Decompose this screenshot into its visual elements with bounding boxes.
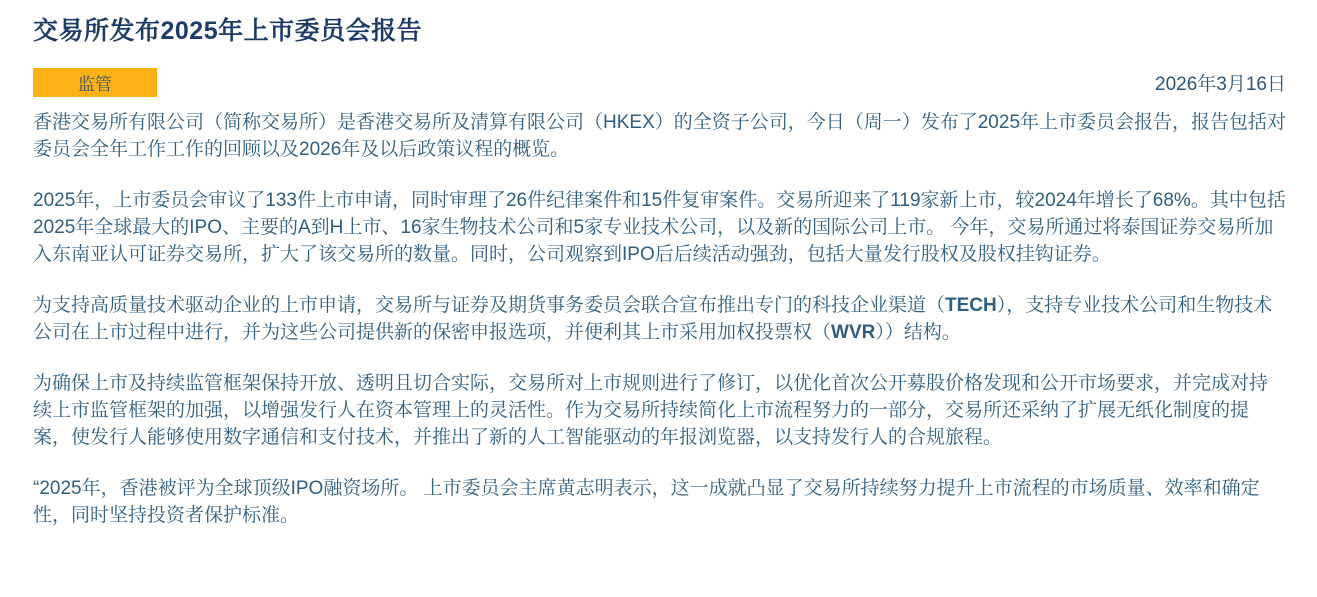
tech-acronym: TECH	[945, 295, 997, 316]
paragraph-tech-channel-text-2: ），支持专业技术公司和生物技术公司在上市过程中进行，并为这些公司提供新的保密申报选项，并便利其上市采用加权投票权（	[33, 295, 1273, 343]
paragraph-chairman-quote: “2025年，香港被评为全球顶级IPO融资场所。 上市委员会主席黄志明表示，这一成就凸显了交易所持续努力提升上市流程的市场质量、效率和确定性，同时坚持投资者保护标准。	[33, 478, 1260, 526]
page-title: 交易所发布2025年上市委员会报告	[33, 17, 423, 45]
paragraph-intro: 香港交易所有限公司（简称交易所）是香港交易所及清算有限公司（HKEX）的全资子公司，今日（周一）发布了2025年上市委员会报告，报告包括对委员会全年工作工作的回顾以及2026年及以后政策议程的概览。	[33, 112, 1287, 160]
article-date: 2026年3月16日	[1155, 74, 1286, 95]
paragraph-tech-channel-text-3: ））结构。	[875, 322, 961, 343]
paragraph-tech-channel	[33, 292, 1286, 346]
category-badge-regulation[interactable]: 监管	[33, 68, 157, 97]
paragraph-statistics: 2025年，上市委员会审议了133件上市申请，同时审理了26件纪律案件和15件复审案件。交易所迎来了119家新上市，较2024年增长了68%。其中包括2025年全球最大的IPO、主要的A到H上市、16家生物技术公司和5家专业技术公司，以及新的国际公司上市。 今年，交易所通过将泰国证券交易所加入东南亚认可证券交易所，扩大了该交易所的数量。同时，公司观察到IPO后后续活动强劲，包括大量发行股权及股权挂钩证券。	[33, 190, 1286, 265]
paragraph-tech-channel-text-1: 为支持高质量技术驱动企业的上市申请，交易所与证券及期货事务委员会联合宣布推出专门的科技企业渠道（	[33, 295, 946, 316]
article-meta-row	[33, 68, 1286, 97]
wvr-acronym: WVR	[831, 322, 876, 343]
article-body	[33, 109, 1286, 529]
paragraph-rule-amendments: 为确保上市及持续监管框架保持开放、透明且切合实际，交易所对上市规则进行了修订，以优化首次公开募股价格发现和公开市场要求，并完成对持续上市监管框架的加强，以增强发行人在资本管理上的灵活性。作为交易所持续简化上市流程努力的一部分，交易所还采纳了扩展无纸化制度的提案，使发行人能够使用数字通信和支付技术，并推出了新的人工智能驱动的年报浏览器，以支持发行人的合规旅程。	[33, 373, 1269, 448]
